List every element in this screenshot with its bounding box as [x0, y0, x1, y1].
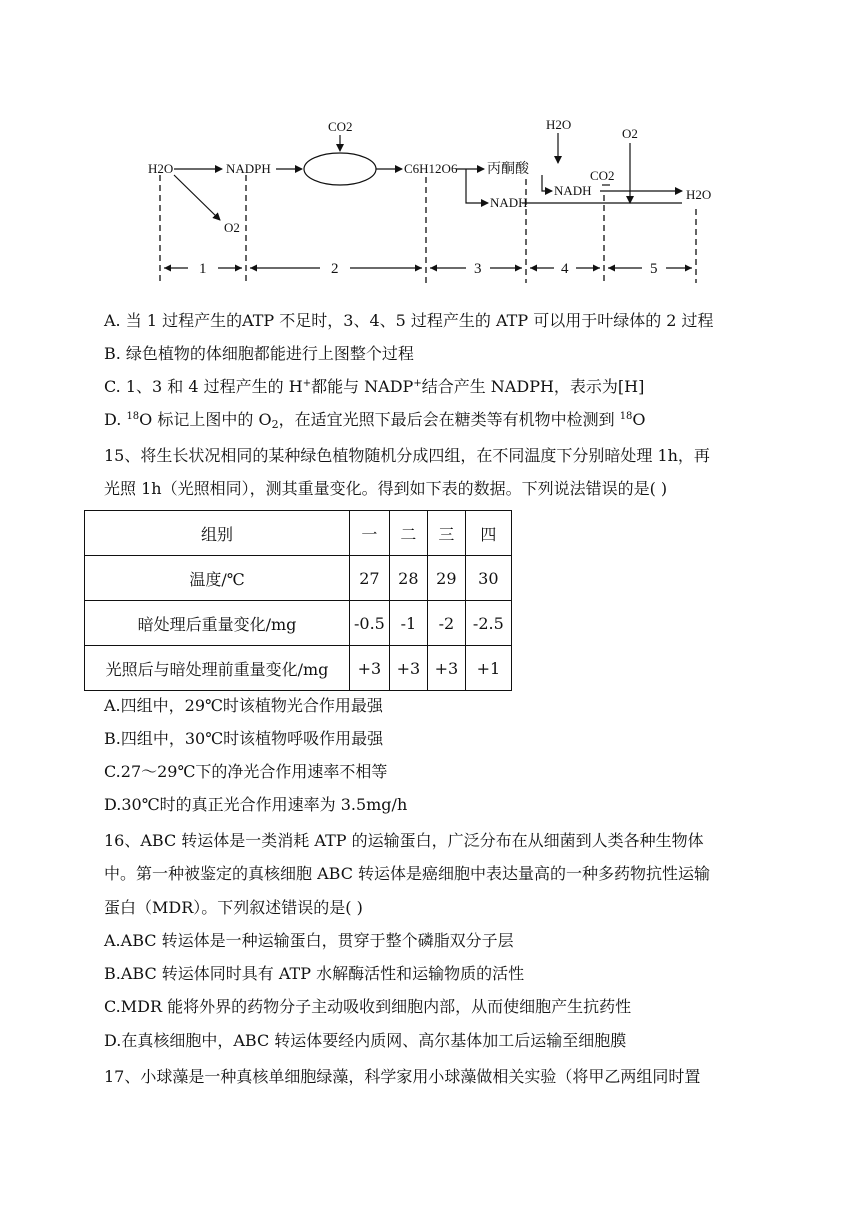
label-co2-right: CO2: [590, 168, 615, 183]
q14-option-d: D. $^{18}$O 标记上图中的 $O_2$，在适宜光照下最后会在糖类等有机物中检测到 $^{18}$O: [104, 410, 646, 431]
label-h2o-mid: H2O: [546, 117, 572, 132]
metabolism-diagram: [130, 105, 730, 295]
table-cell: 30: [465, 556, 511, 601]
table-cell: 暗处理后重量变化/mg: [85, 601, 350, 646]
table-cell: +3: [350, 646, 390, 691]
q15-data-table: [84, 510, 512, 691]
label-h2o-left: H2O: [148, 161, 174, 176]
label-glucose: C6H12O6: [404, 161, 458, 176]
q15-option-d: D.30℃时的真正光合作用速率为 3.5mg/h: [104, 795, 408, 814]
q16-option-b: B.ABC 转运体同时具有 ATP 水解酶活性和运输物质的活性: [104, 964, 525, 983]
stage-4: 4: [561, 261, 569, 277]
table-cell: 组别: [85, 511, 350, 556]
table-cell: 28: [389, 556, 427, 601]
table-row: [85, 511, 512, 556]
label-nadh-lower: NADH: [490, 195, 528, 210]
table-cell: -1: [389, 601, 427, 646]
q16-stem-line1: 16、ABC 转运体是一类消耗 ATP 的运输蛋白，广泛分布在从细菌到人类各种生物体: [104, 831, 704, 850]
table-cell: 二: [389, 511, 427, 556]
table-cell: 一: [350, 511, 390, 556]
table-cell: -0.5: [350, 601, 390, 646]
table-cell: 四: [465, 511, 511, 556]
label-h2o-right: H2O: [686, 187, 712, 202]
table-cell: 三: [427, 511, 465, 556]
q15-stem-line2: 光照 1h（光照相同），测其重量变化。得到如下表的数据。下列说法错误的是( ): [104, 479, 668, 498]
q15-stem-line1: 15、将生长状况相同的某种绿色植物随机分成四组，在不同温度下分别暗处理 1h，再: [104, 446, 710, 465]
label-pyruvate: 丙酮酸: [487, 162, 529, 177]
q14-option-a: A. 当 1 过程产生的ATP 不足时，3、4、5 过程产生的 ATP 可以用于叶绿体的 2 过程: [104, 311, 714, 330]
table-row: [85, 646, 512, 691]
q16-stem-line3: 蛋白（MDR）。下列叙述错误的是( ): [104, 898, 363, 917]
label-nadh-mid: NADH: [554, 183, 592, 198]
table-cell: -2.5: [465, 601, 511, 646]
table-cell: 27: [350, 556, 390, 601]
table-cell: 温度/℃: [85, 556, 350, 601]
table-row: [85, 556, 512, 601]
q14-option-c: C. 1、3 和 4 过程产生的 H+都能与 NADP+结合产生 NADPH，表示为[H]: [104, 377, 645, 396]
table-cell: 光照后与暗处理前重量变化/mg: [85, 646, 350, 691]
table-row: [85, 601, 512, 646]
stage-1: 1: [199, 261, 207, 277]
q14-option-b: B. 绿色植物的体细胞都能进行上图整个过程: [104, 344, 414, 363]
q16-option-a: A.ABC 转运体是一种运输蛋白，贯穿于整个磷脂双分子层: [104, 931, 514, 950]
q16-option-c: C.MDR 能将外界的药物分子主动吸收到细胞内部，从而使细胞产生抗药性: [104, 997, 632, 1016]
table-cell: +3: [427, 646, 465, 691]
stage-2: 2: [331, 261, 339, 277]
q16-option-d: D.在真核细胞中，ABC 转运体要经内质网、高尔基体加工后运输至细胞膜: [104, 1031, 627, 1050]
table-cell: -2: [427, 601, 465, 646]
label-co2-top: CO2: [328, 119, 353, 134]
q15-option-a: A.四组中，29℃时该植物光合作用最强: [104, 696, 383, 715]
stage-5: 5: [650, 261, 658, 277]
label-nadph: NADPH: [226, 161, 271, 176]
q16-stem-line2: 中。第一种被鉴定的真核细胞 ABC 转运体是癌细胞中表达量高的一种多药物抗性运输: [104, 864, 711, 883]
table-cell: 29: [427, 556, 465, 601]
q17-stem-line1: 17、小球藻是一种真核单细胞绿藻，科学家用小球藻做相关实验（将甲乙两组同时置: [104, 1067, 701, 1086]
table-cell: +1: [465, 646, 511, 691]
label-o2-bottom: O2: [224, 220, 240, 235]
label-o2-right: O2: [622, 126, 638, 141]
stage-3: 3: [474, 261, 482, 277]
q15-option-b: B.四组中，30℃时该植物呼吸作用最强: [104, 729, 384, 748]
table-cell: +3: [389, 646, 427, 691]
q15-option-c: C.27～29℃下的净光合作用速率不相等: [104, 762, 388, 781]
